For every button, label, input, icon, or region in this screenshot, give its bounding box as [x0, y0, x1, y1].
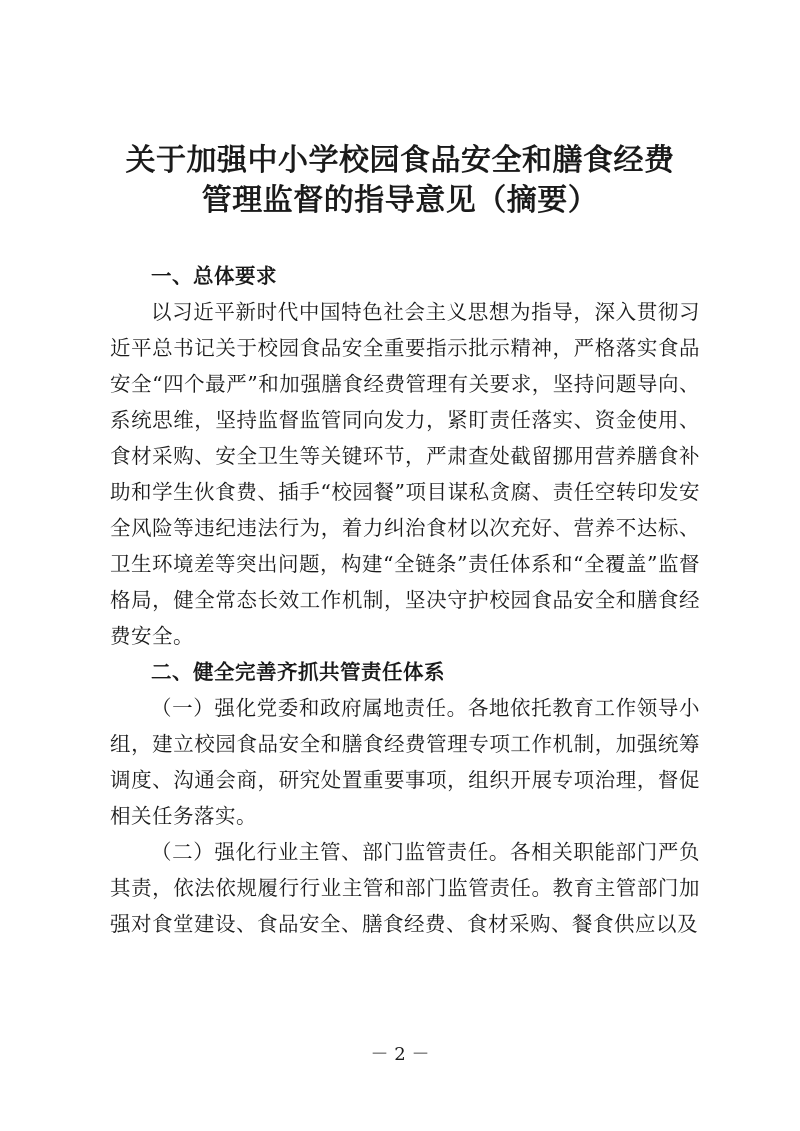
item-1-text: 各地依托教育工作领导小组，建立校园食品安全和膳食经费管理专项工作机制，加强统筹调度、沟通会商，研究处置重要事项，组织开展专项治理，督促相关任务落实。	[110, 696, 701, 828]
item-1-lead: （一）强化党委和政府属地责任。	[151, 696, 468, 720]
item-1-paragraph	[110, 690, 700, 834]
document-title-line-2: 管理监督的指导意见（摘要）	[201, 183, 599, 218]
section-2-heading: 二、健全完善齐抓共管责任体系	[151, 660, 445, 684]
section-1-heading: 一、总体要求	[151, 264, 277, 288]
page-number: － 2 －	[370, 1044, 430, 1065]
item-2-text: 各相关职能部门严负其责，依法依规履行行业主管和部门监管责任。教育主管部门加强对食堂建设、食品安全、膳食经费、食材采购、餐食供应以及	[110, 840, 701, 936]
section-1-paragraph: 以习近平新时代中国特色社会主义思想为指导，深入贯彻习近平总书记关于校园食品安全重要指示批示精神，严格落实食品安全“四个最严”和加强膳食经费管理有关要求，坚持问题导向、系统思维，坚持监督监管同向发力，紧盯责任落实、资金使用、食材采购、安全卫生等关键环节，严肃查处截留挪用营养膳食补助和学生伙食费、插手“校园餐”项目谋私贪腐、责任空转印发安全风险等违纪违法行为，着力纠治食材以次充好、营养不达标、卫生环境差等突出问题，构建“全链条”责任体系和“全覆盖”监督格局，健全常态长效工作机制，坚决守护校园食品安全和膳食经费安全。	[110, 300, 700, 648]
item-2-lead: （二）强化行业主管、部门监管责任。	[151, 840, 511, 864]
document-body	[110, 258, 700, 942]
item-2-paragraph	[110, 834, 700, 942]
document-title-line-1: 关于加强中小学校园食品安全和膳食经费	[125, 143, 675, 178]
